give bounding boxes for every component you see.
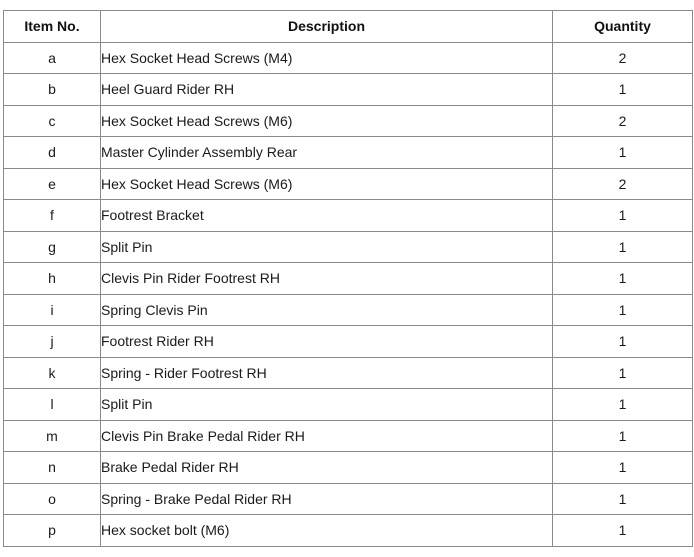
table-row: [4, 357, 693, 389]
item-no-cell: g: [4, 231, 101, 263]
quantity-cell: 1: [553, 294, 693, 326]
description-cell: Hex Socket Head Screws (M4): [101, 42, 553, 74]
item-no-cell: d: [4, 137, 101, 169]
item-no-cell: i: [4, 294, 101, 326]
description-cell: Footrest Rider RH: [101, 326, 553, 358]
description-cell: Hex socket bolt (M6): [101, 515, 553, 547]
item-no-cell: f: [4, 200, 101, 232]
description-cell: Heel Guard Rider RH: [101, 74, 553, 106]
item-no-cell: h: [4, 263, 101, 295]
item-no-cell: o: [4, 483, 101, 515]
description-cell: Hex Socket Head Screws (M6): [101, 105, 553, 137]
description-cell: Clevis Pin Brake Pedal Rider RH: [101, 420, 553, 452]
table-row: [4, 200, 693, 232]
header-description: Description: [101, 11, 553, 43]
table-row: [4, 326, 693, 358]
table-row: [4, 105, 693, 137]
quantity-cell: 1: [553, 452, 693, 484]
table-row: [4, 515, 693, 547]
header-item-no: Item No.: [4, 11, 101, 43]
quantity-cell: 2: [553, 42, 693, 74]
table-row: [4, 483, 693, 515]
parts-table: [3, 10, 693, 547]
description-cell: Spring Clevis Pin: [101, 294, 553, 326]
quantity-cell: 1: [553, 74, 693, 106]
description-cell: Split Pin: [101, 389, 553, 421]
description-cell: Brake Pedal Rider RH: [101, 452, 553, 484]
quantity-cell: 1: [553, 515, 693, 547]
item-no-cell: p: [4, 515, 101, 547]
quantity-cell: 1: [553, 389, 693, 421]
table-row: [4, 42, 693, 74]
quantity-cell: 1: [553, 483, 693, 515]
description-cell: Footrest Bracket: [101, 200, 553, 232]
item-no-cell: e: [4, 168, 101, 200]
table-row: [4, 420, 693, 452]
quantity-cell: 1: [553, 200, 693, 232]
quantity-cell: 1: [553, 137, 693, 169]
description-cell: Spring - Brake Pedal Rider RH: [101, 483, 553, 515]
description-cell: Master Cylinder Assembly Rear: [101, 137, 553, 169]
table-row: [4, 389, 693, 421]
item-no-cell: l: [4, 389, 101, 421]
quantity-cell: 2: [553, 168, 693, 200]
table-row: [4, 137, 693, 169]
description-cell: Split Pin: [101, 231, 553, 263]
table-row: [4, 452, 693, 484]
quantity-cell: 1: [553, 357, 693, 389]
table-row: [4, 231, 693, 263]
item-no-cell: c: [4, 105, 101, 137]
description-cell: Hex Socket Head Screws (M6): [101, 168, 553, 200]
quantity-cell: 1: [553, 420, 693, 452]
table-row: [4, 294, 693, 326]
table-row: [4, 168, 693, 200]
parts-table-body: [4, 42, 693, 546]
item-no-cell: a: [4, 42, 101, 74]
quantity-cell: 1: [553, 326, 693, 358]
parts-table-header: [4, 11, 693, 43]
item-no-cell: n: [4, 452, 101, 484]
description-cell: Clevis Pin Rider Footrest RH: [101, 263, 553, 295]
table-row: [4, 263, 693, 295]
header-row: [4, 11, 693, 43]
item-no-cell: j: [4, 326, 101, 358]
quantity-cell: 1: [553, 263, 693, 295]
item-no-cell: m: [4, 420, 101, 452]
quantity-cell: 2: [553, 105, 693, 137]
quantity-cell: 1: [553, 231, 693, 263]
item-no-cell: k: [4, 357, 101, 389]
item-no-cell: b: [4, 74, 101, 106]
header-quantity: Quantity: [553, 11, 693, 43]
table-row: [4, 74, 693, 106]
description-cell: Spring - Rider Footrest RH: [101, 357, 553, 389]
